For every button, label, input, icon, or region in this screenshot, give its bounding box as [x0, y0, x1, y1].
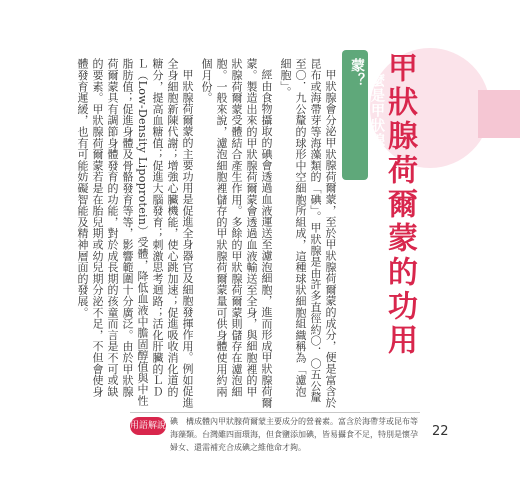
glossary-badge: 用語解說 [130, 417, 166, 435]
footnote [130, 412, 420, 457]
paragraph: 甲狀腺會分泌甲狀腺荷爾蒙，至於甲狀腺荷爾蒙的成分，便是富含於昆布或海帶芽等海藻類的「碘」。甲狀腺是由許多直徑約〇．〇五公釐至〇．九公釐的球形中空細胞所組成，這種球狀細胞組織稱為「濾泡細胞」。 [279, 58, 337, 408]
section-heading-label: 什麼是甲狀腺荷爾蒙？ [349, 58, 385, 178]
chapter-tab [478, 90, 520, 138]
page-title: 甲狀腺荷爾蒙的功用 [382, 52, 417, 358]
paragraph: 經由食物攝取的碘會透過血液運送至濾泡細胞，進而形成甲狀腺荷爾蒙。製造出來的甲狀腺荷爾蒙會透過血液輸送至全身，與細胞裡的甲狀腺荷爾蒙受體結合產生作用。多餘的甲狀腺荷爾蒙則儲存在濾泡細胞。一般來說，濾泡細胞裡儲存的甲狀腺荷爾蒙量可供身體使用約兩個月份。 [200, 58, 273, 408]
page-number: 22 [432, 424, 449, 439]
body-text [76, 58, 338, 408]
section-heading [342, 50, 385, 180]
glossary-text: 碘 構成體內甲狀腺荷爾蒙主要成分的營養素。富含於海帶芽或昆布等海藻類。台灣雖四面環海，但食鹽添加碘，皆易攝食不足，特別是懷孕婦女、還需補充合成碘之維他命才夠。 [170, 417, 418, 452]
paragraph: 甲狀腺荷爾蒙的主要功用是促進全身器官及細胞發揮作用。例如促進全身細胞新陳代謝；增強心臟機能，使心跳加速；促進吸收消化道的糖分，提高血糖值；促進大腦發育；刺激思考迴路；活化肝臟的ＬＤＬ（Low-Density Lipoprotein）受體，降低血液中膽固醇值與中性脂肪值；促進身體及骨骼發育等等，影響範圍十分廣泛。由於甲狀腺荷爾蒙具有調節身體發育的功能，對於成長期的孩童而言是不可或缺的要素。甲狀腺荷爾蒙若是在胎兒期或幼兒期分泌不足，不但會使身體發育遲緩，也有可能妨礙智能及精神層面的發展。 [76, 58, 194, 408]
